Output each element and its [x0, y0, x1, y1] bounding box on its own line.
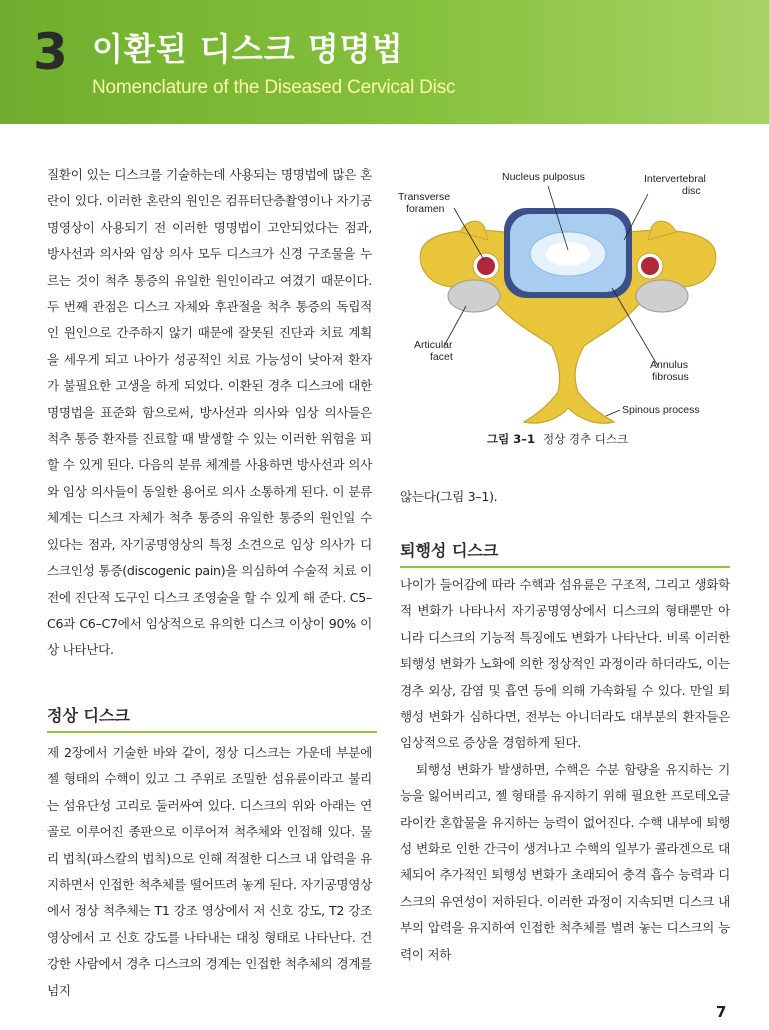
section-rule — [47, 731, 377, 733]
label-articular-facet: Articular facet — [414, 339, 453, 363]
intro-text: 질환이 있는 디스크를 기술하는데 사용되는 명명법에 많은 혼란이 있다. 이러한 혼란의 원인은 컴퓨터단층촬영이나 자기공명영상이 사용되기 전 이러한 명명법이 고안되었다는 점과, 방사선과 의사와 임상 의사 모두 디스크가 신경 구조물을 누르는 것이 척추 통증의 유일한 원인이라고 여겼기 때문이다. 두 번째 관점은 디스크 자체와 후관절을 척추 통증의 독립적인 원인으로 간주하지 않기 때문에 잘못된 진단과 치료 계획을 세우게 되고 나아가 성공적인 치료 가능성이 낮아져 환자가 불필요한 고생을 하게 되었다. 이환된 경추 디스크에 대한 명명법을 표준화 함으로써, 방사선과 의사와 임상 의사들은 척추 통증 환자를 진료할 때 발생할 수 있는 이러한 위험을 피할 수 있게 된다. 다음의 분류 체계를 사용하면 방사선과 의사와 임상 의사들이 동일한 용어로 의사 소통하게 된다. 이 분류 체계는 디스크 자체가 척추 통증의 유일한 통증의 원인일 수 있다는 점과, 자기공명영상의 특정 소견으로 임상 의사가 디스크인성 통증(discogenic pain)을 의심하여 수술적 치료 이전에 진단적 도구인 디스크 조영술을 할 수 있게 해 준다. C5–C6과 C6–C7에서 임상적으로 유의한 디스크 이상이 90% 이상 나타난다. — [47, 167, 372, 658]
left-articular-facet — [448, 280, 500, 312]
right-transverse-foramen — [641, 257, 659, 275]
left-transverse-foramen — [477, 257, 495, 275]
normal-disc-text: 제 2장에서 기술한 바와 같이, 정상 디스크는 가운데 부분에 젤 형태의 수핵이 있고 그 주위로 조밀한 섬유륜이라고 불리는 섬유단성 고리로 둘러싸여 있다. 디스크의 위와 아래는 연골로 이루어진 종판으로 이루어져 척추체와 인접해 있다. 물리 법칙(파스칼의 법칙)으로 인해 적절한 디스크 내 압력을 유지하면서 인접한 척추체를 떨어뜨려 놓게 된다. 자기공명영상에서 정상 척추체는 T1 강조 영상에서 저 신호 강도, T2 강조 영상에서 고 신호 강도를 나타내는 대칭 형태로 나타난다. 건강한 사람에서 경추 디스크의 경계는 인접한 척추체의 경계를 넘지 — [47, 745, 372, 998]
section-title-normal-disc: 정상 디스크 — [47, 706, 130, 725]
right-articular-facet — [636, 280, 688, 312]
label-annulus-fibrosus: Annulus fibrosus — [650, 359, 689, 383]
degenerative-text-2: 퇴행성 변화가 발생하면, 수핵은 수분 함량을 유지하는 기능을 잃어버리고, 젤 형태를 유지하기 위해 필요한 프로테오글라이칸 혼합물을 유지하는 능력이 없어진다. 수핵 내부에 퇴행성 변화로 인한 간극이 생겨나고 수핵의 일부가 콜라겐으로 대체되어 추가적인 퇴행성 변화가 초래되어 충격 흡수 능력과 디스크의 유연성이 저하된다. 이러한 과정이 지속되면 디스크 내부의 압력을 유지하여 인접한 척추체를 벌려 놓는 디스크의 능력이 저하 — [400, 761, 730, 962]
vertebra-illustration — [420, 208, 715, 423]
figure-caption — [487, 431, 628, 447]
intro-paragraph — [47, 162, 372, 664]
normal-disc-paragraph — [47, 740, 372, 1004]
label-intervertebral-disc: Intervertebral disc — [644, 173, 706, 197]
degenerative-text-1: 나이가 들어감에 따라 수핵과 섬유륜은 구조적, 그리고 생화학적 변화가 나타나서 자기공명영상에서 디스크의 형태뿐만 아니라 디스크의 기능적 특징에도 변화가 나타난다. 비록 이러한 퇴행성 변화가 노화에 의한 정상적인 과정이라 하더라도, 이는 경추 외상, 감염 및 흡연 등에 의해 가속화될 수 있다. 만일 퇴행성 변화가 심하다면, 전부는 아니더라도 대부분의 환자들은 임상적으로 증상을 경험하게 된다. — [400, 577, 730, 751]
section-title-degenerative-disc: 퇴행성 디스크 — [400, 541, 499, 560]
section-heading-degenerative-disc — [400, 538, 498, 561]
chapter-subtitle: Nomenclature of the Diseased Cervical Disc — [92, 77, 456, 98]
chapter-banner — [0, 0, 769, 124]
page-number: 7 — [716, 1003, 727, 1021]
figure-caption-text: 정상 경추 디스크 — [542, 432, 629, 446]
degenerative-disc-paragraphs — [400, 572, 730, 968]
section-rule — [400, 566, 730, 568]
chapter-title: 이환된 디스크 명명법 — [92, 30, 404, 68]
chapter-number: 3 — [33, 23, 68, 81]
continuation-paragraph — [400, 484, 730, 510]
section-heading-normal-disc — [47, 703, 130, 726]
nucleus-core — [546, 242, 590, 266]
label-transverse-foramen: Transverse foramen — [398, 191, 451, 215]
label-nucleus-pulposus: Nucleus pulposus — [502, 171, 585, 183]
label-spinous-process: Spinous process — [622, 404, 700, 416]
figure-number: 그림 3–1 — [487, 432, 535, 446]
cervical-disc-figure — [392, 160, 742, 450]
continuation-text: 않는다(그림 3–1). — [400, 489, 498, 504]
